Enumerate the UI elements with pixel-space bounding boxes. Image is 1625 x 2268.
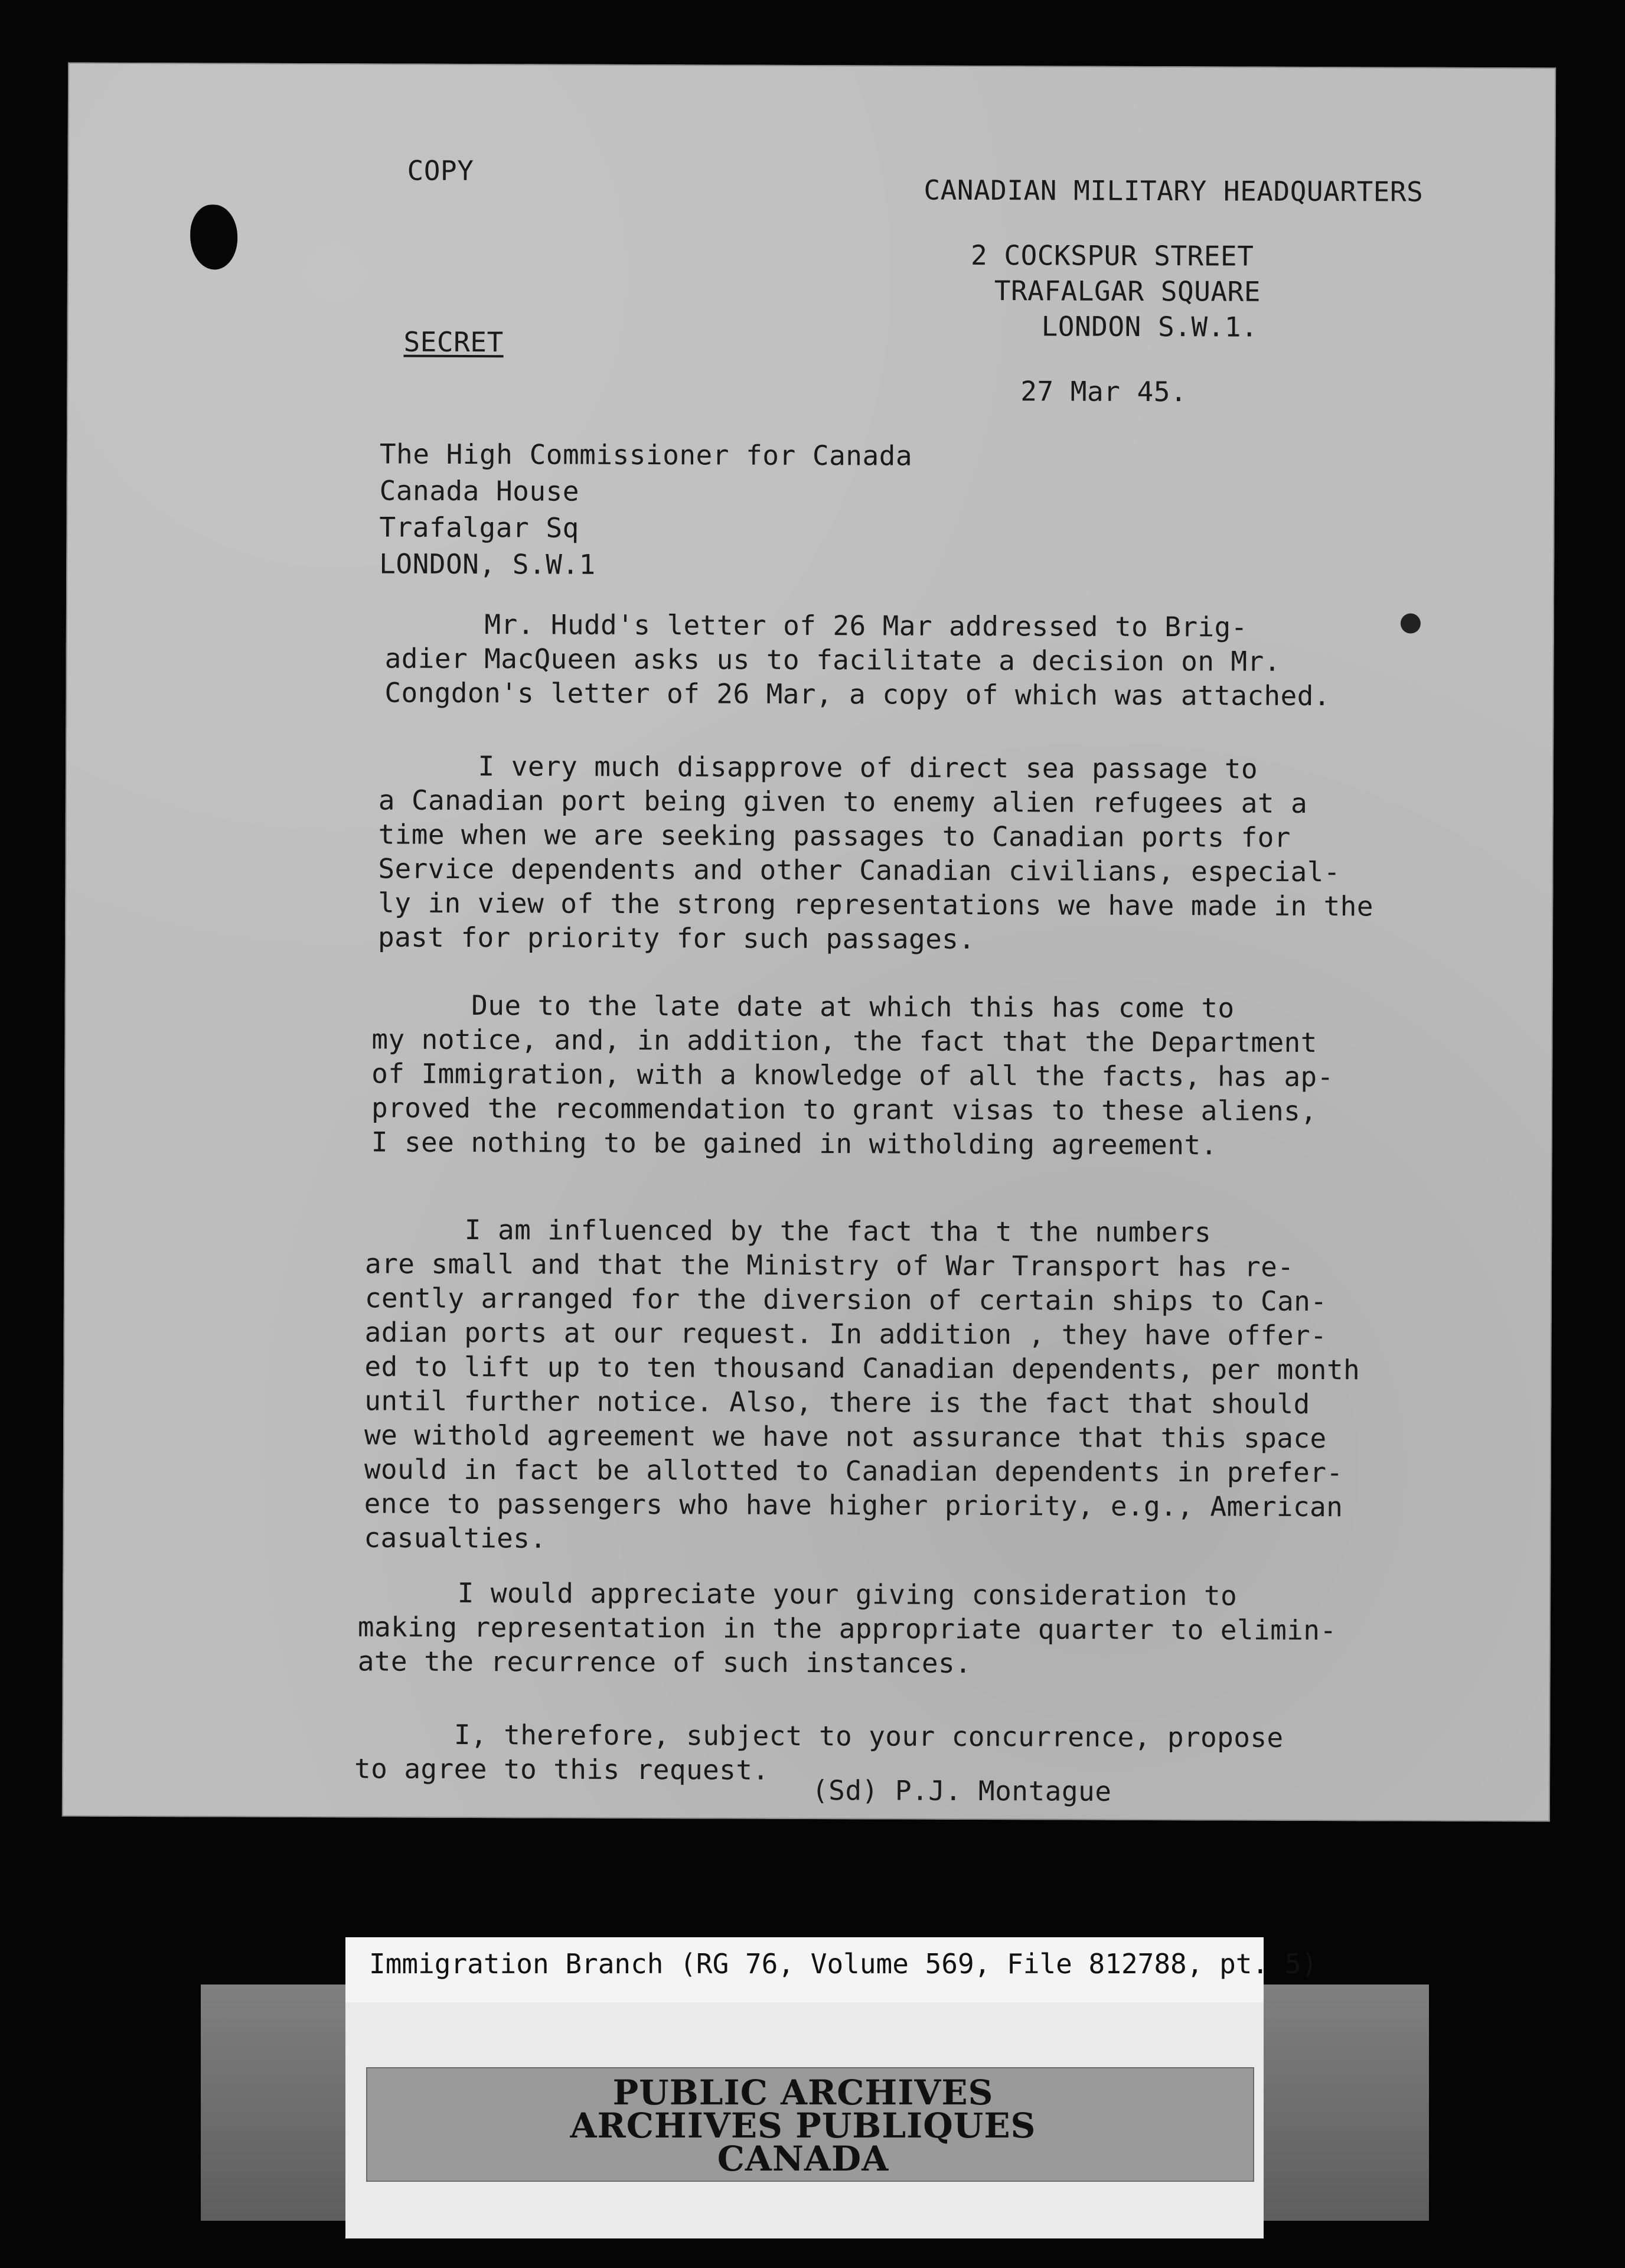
address-line-1: 2 COCKSPUR STREET xyxy=(970,239,1254,272)
archive-reference: Immigration Branch (RG 76, Volume 569, File 812788, pt. 5) xyxy=(369,1948,1318,1980)
archives-stamp xyxy=(561,2073,1045,2179)
letter-sheet xyxy=(62,63,1556,1822)
letter-date: 27 Mar 45. xyxy=(1020,375,1187,408)
paragraph-1: Mr. Hudd's letter of 26 Mar addressed to Brig- adier MacQueen asks us to facilitate a decision on Mr. Congdon's letter of 26 Mar, a copy of which was attached. xyxy=(384,608,1330,712)
secret-label: SECRET xyxy=(403,325,504,359)
address-line-2: TRAFALGAR SQUARE xyxy=(994,275,1261,308)
paragraph-3: Due to the late date at which this has come to my notice, and, in addition, the fact that the Department of Immigration, with a knowledge of all the facts, has ap- proved the recommendation to grant visas to these aliens, I see nothing to be gained in witholding agreement. xyxy=(371,989,1334,1161)
recipient-line-1: The High Commissioner for Canada xyxy=(379,438,913,472)
paragraph-6: I, therefore, subject to your concurrence, propose to agree to this request. xyxy=(354,1718,1284,1786)
stamp-line-1: PUBLIC ARCHIVES xyxy=(612,2073,994,2113)
copy-label: COPY xyxy=(407,154,474,187)
stamp-line-3: CANADA xyxy=(717,2139,889,2179)
recipient-line-2: Canada House xyxy=(379,474,580,507)
paragraph-4: I am influenced by the fact tha t the numbers are small and that the Ministry of War Transport has re- cently arranged for the diversion of certain ships to Can- adian ports at our request. In addition , they have offer- ed to lift up to ten thousand Canadian dependents, per month until further notice. Also, there is the fact that should we withold agreement we have not assurance that this space would in fact be allotted to Canadian dependents in prefer- ence to passengers who have higher priority, e.g., American casualties. xyxy=(364,1213,1360,1555)
recipient-line-3: Trafalgar Sq xyxy=(379,511,579,544)
address-line-3: LONDON S.W.1. xyxy=(1041,310,1258,343)
paragraph-5: I would appreciate your giving consideration to making representation in the appropriate quarter to elimin- ate the recurrence of such instances. xyxy=(357,1576,1337,1679)
org-name: CANADIAN MILITARY HEADQUARTERS xyxy=(924,174,1424,208)
paragraph-2: I very much disapprove of direct sea passage to a Canadian port being given to enemy alien refugees at a time when we are seeking passages to Canadian ports for Service dependents and other Canadian civilians, especial- ly in view of the strong representations we have made in the past for priority for such passages. xyxy=(377,750,1373,955)
recipient-line-4: LONDON, S.W.1 xyxy=(379,548,596,581)
stamp-line-2: ARCHIVES PUBLIQUES xyxy=(570,2106,1036,2146)
signature: (Sd) P.J. Montague xyxy=(811,1774,1112,1807)
punch-hole-mark xyxy=(190,204,237,269)
ink-blot xyxy=(1401,613,1421,633)
archive-label xyxy=(345,1937,1318,2002)
